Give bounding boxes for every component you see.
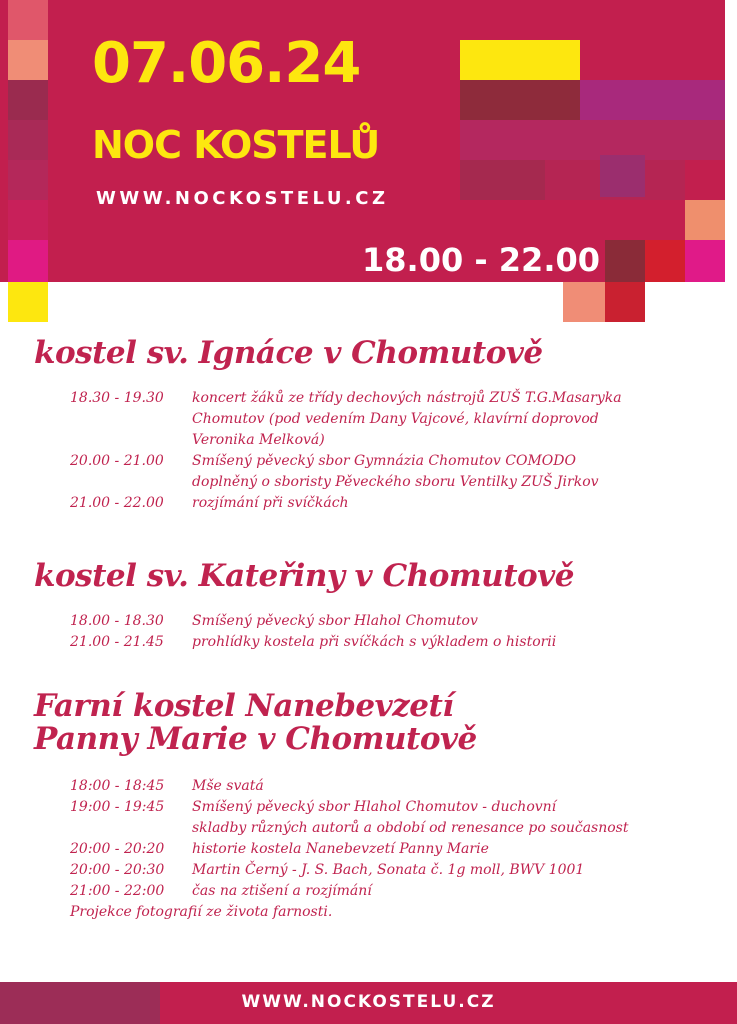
program-time: 20.00 - 21.00 [70,453,164,469]
description-line: Chomutov (pod vedením Dany Vajcové, klavírní doprovod [192,411,599,427]
footer-website: WWW.NOCKOSTELU.CZ [241,992,496,1012]
description-line: prohlídky kostela při svíčkách s výkladem o historii [192,634,557,650]
program-note: Projekce fotografií ze života farnosti. [70,904,333,920]
poster-header [0,0,737,325]
program-description [192,839,724,860]
event-title: NOC KOSTELŮ [92,123,380,167]
program-time: 20:00 - 20:30 [70,862,165,878]
program-item [70,493,724,514]
program-description [192,611,724,632]
program-description [192,776,724,797]
program-time: 21.00 - 21.45 [70,634,164,650]
program-description [192,797,724,839]
church-title-line: Panny Marie v Chomutově [34,721,477,757]
description-line: čas na ztišení a rozjímání [192,883,372,899]
program-item [70,776,724,797]
program-time: 18:00 - 18:45 [70,778,165,794]
program-time: 21.00 - 22.00 [70,495,164,511]
program-item [70,881,724,902]
program-time: 19:00 - 19:45 [70,799,165,815]
church-title [34,337,724,370]
program-description [192,388,724,451]
description-line: Mše svatá [192,778,264,794]
description-line: skladby různých autorů a období od renesance po současnost [192,820,629,836]
program-time: 21:00 - 22:00 [70,883,165,899]
program-description [192,632,724,653]
program-time: 20:00 - 20:20 [70,841,165,857]
church-title [34,560,724,593]
description-line: koncert žáků ze třídy dechových nástrojů ZUŠ T.G.Masaryka [192,390,622,406]
church-title [34,690,724,756]
description-line: Smíšený pěvecký sbor Hlahol Chomutov [192,613,478,629]
program-item [70,839,724,860]
program-item [70,388,724,451]
program-list [70,611,724,653]
description-line: Smíšený pěvecký sbor Hlahol Chomutov - duchovní [192,799,557,815]
header-website: WWW.NOCKOSTELU.CZ [96,188,389,209]
description-line: Veronika Melková) [192,432,325,448]
program-item [70,797,724,839]
church-section-ignac [34,337,724,514]
program-list [70,776,724,923]
description-line: historie kostela Nanebevzetí Panny Marie [192,841,489,857]
program-item [70,860,724,881]
event-time: 18.00 - 22.00 [362,241,600,279]
program-description [192,881,724,902]
church-title-line: Farní kostel Nanebevzetí [34,688,454,724]
program-time: 18.30 - 19.30 [70,390,164,406]
description-line: doplněný o sboristy Pěveckého sboru Ventilky ZUŠ Jirkov [192,474,599,490]
program-description [192,451,724,493]
description-line: Martin Černý - J. S. Bach, Sonata č. 1g moll, BWV 1001 [192,862,585,878]
program-item [70,611,724,632]
program-description [192,493,724,514]
church-title-line: kostel sv. Kateřiny v Chomutově [34,558,574,594]
footer-bar [0,982,737,1024]
program-item [70,451,724,493]
program-item [70,632,724,653]
description-line: rozjímání při svíčkách [192,495,349,511]
church-section-katerina [34,560,724,653]
church-title-line: kostel sv. Ignáce v Chomutově [34,335,543,371]
description-line: Smíšený pěvecký sbor Gymnázia Chomutov COMODO [192,453,576,469]
program-description [192,860,724,881]
church-section-nanebevzeti [34,690,724,923]
program-time: 18.00 - 18.30 [70,613,164,629]
program-list [70,388,724,514]
event-date: 07.06.24 [92,31,361,96]
